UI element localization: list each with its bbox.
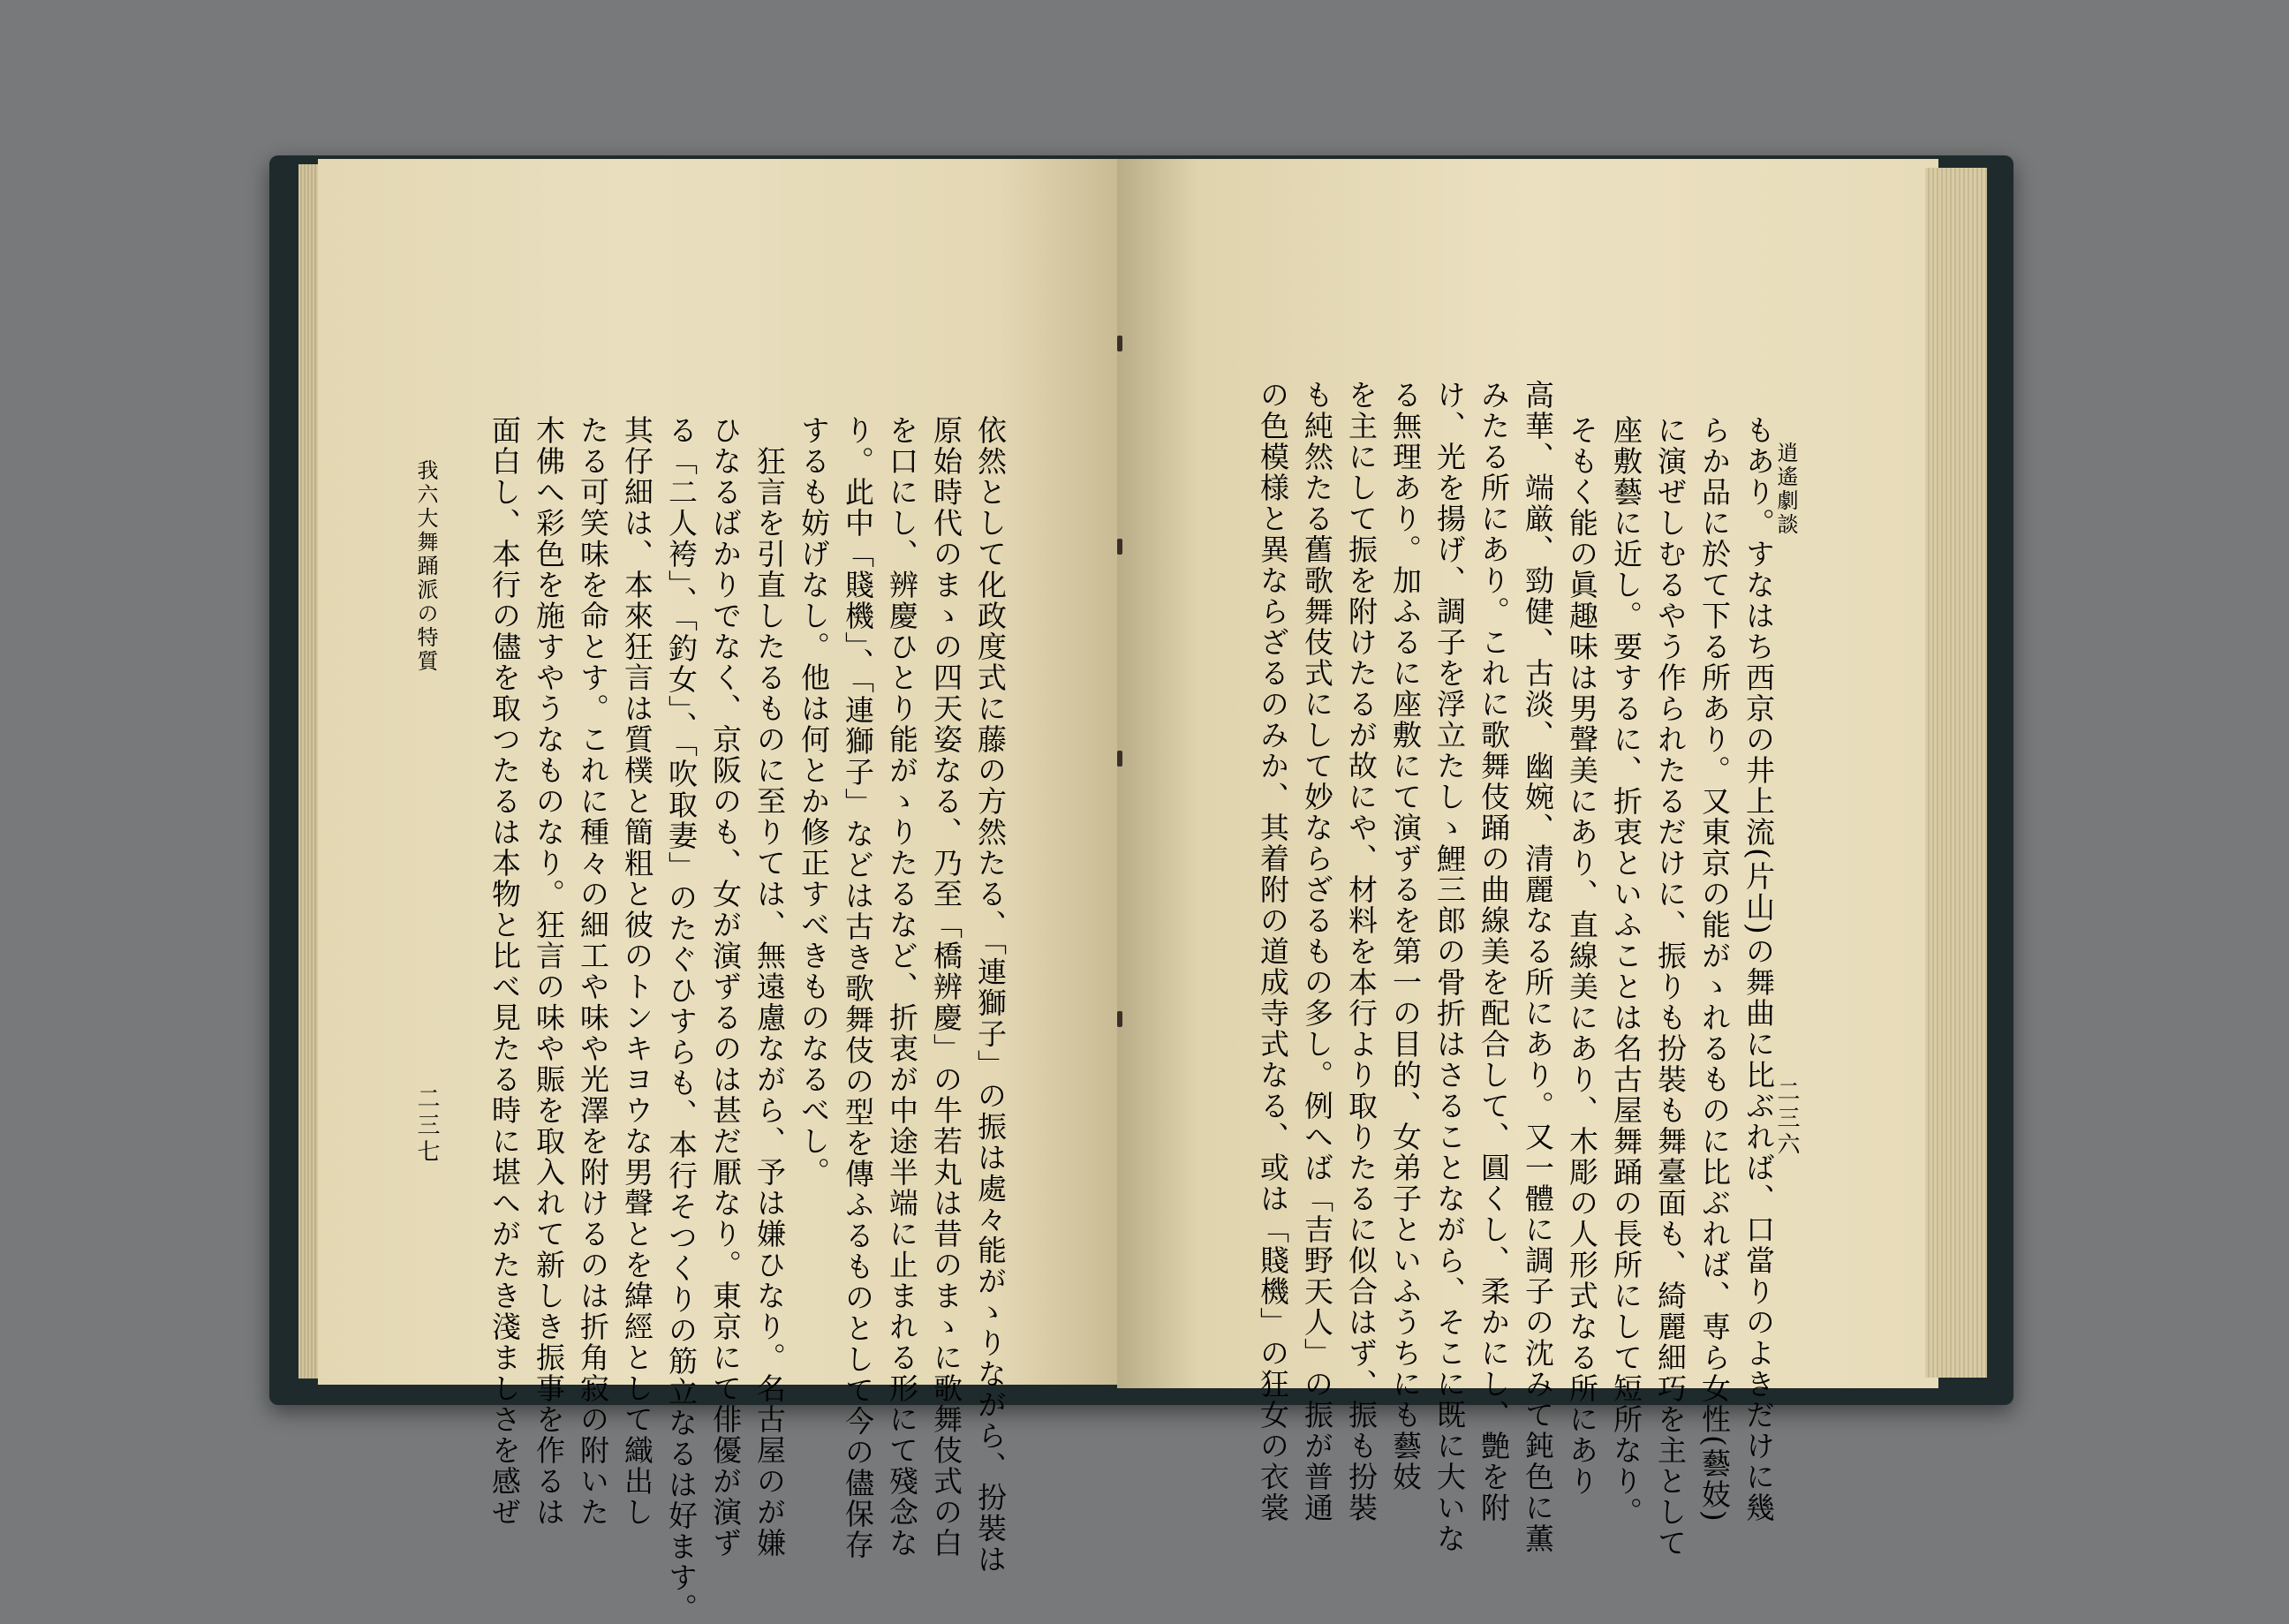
text-line: 座敷藝に近し。要するに、折衷といふことは名古屋舞踊の長所にして短所なり。 <box>1609 415 1643 1528</box>
text-line: たる可笑味を命とす。これに種々の細工や味や光澤を附けるのは折角寂の附いた <box>576 415 610 1528</box>
text-line: も純然たる舊歌舞伎式にして妙ならざるもの多し。例へば「吉野天人」の振が普通 <box>1300 380 1334 1523</box>
binding-stitch <box>1117 751 1122 767</box>
text-line: 原始時代のまゝの四天姿なる、乃至「橋辨慶」の牛若丸は昔のまゝに歌舞伎式の白 <box>929 415 963 1559</box>
text-line: る「二人袴」、「釣女」、「吹取妻」のたぐひすらも、本行そつくりの筋立なるは好ます。 <box>664 415 699 1624</box>
text-line: ひなるばかりでなく、京阪のも、女が演ずるのは甚だ厭なり。東京にて俳優が演ず <box>708 415 743 1559</box>
text-line: を主にして振を附けたるが故にや、材料を本行より取りたるに似合はず、振も扮裝 <box>1344 380 1379 1523</box>
text-line: り。此中「賤機」、「連獅子」などは古き歌舞伎の型を傳ふるものとして今の儘保存 <box>841 415 875 1560</box>
page-number-left: 二三七 <box>413 1086 440 1166</box>
text-line: 其仔細は、本來狂言は質樸と簡粗と彼のトンキヨウな男聲とを緯經として織出し <box>620 415 654 1528</box>
text-line: 狂言を引直したるものに至りては、無遠慮ながら、予は嫌ひなり。名古屋のが嫌 <box>752 446 787 1559</box>
page-number-right: 二三六 <box>1773 1079 1800 1159</box>
text-line: らか品に於て下る所あり。又東京の能がゝれるものに比ぶれば、専ら女性(藝妓) <box>1697 415 1732 1523</box>
running-head: 逍遙劇談 <box>1773 442 1798 537</box>
text-line: そもく能の眞趣味は男聲美にあり、直線美にあり、木彫の人形式なる所にあり <box>1565 415 1599 1497</box>
right-page-edges <box>1925 168 1987 1378</box>
section-title: 我六大舞踊派の特質 <box>413 459 438 674</box>
text-line: け、光を揚げ、調子を浮立たしゝ鯉三郎の骨折はさることながら、そこに既に大いな <box>1432 380 1467 1554</box>
text-line: に演ぜしむるやう作られたるだけに、振りも扮裝も舞臺面も、綺麗細巧を主として <box>1653 415 1688 1559</box>
binding-stitch <box>1117 1011 1122 1027</box>
text-line: もあり。すなはち西京の井上流(片山)の舞曲に比ぶれば、口當りのよきだけに幾 <box>1741 415 1776 1523</box>
text-line: の色模様と異ならざるのみか、其着附の道成寺式なる、或は「賤機」の狂女の衣裳 <box>1256 380 1290 1523</box>
text-line: る無理あり。加ふるに座敷にて演ずるを第一の目的、女弟子といふうちにも藝妓 <box>1388 380 1423 1492</box>
text-line: 高華、端厳、勁健、古淡、幽婉、清麗なる所にあり。又一體に調子の沈みて鈍色に薫 <box>1521 380 1555 1554</box>
binding-stitch <box>1117 336 1122 351</box>
text-line: みたる所にあり。これに歌舞伎踊の曲線美を配合して、圓くし、柔かにし、艶を附 <box>1477 380 1511 1523</box>
text-line: 面白し、本行の儘を取つたるは本物と比べ見たる時に堪へがたき淺ましさを感ぜ <box>487 415 522 1528</box>
text-line: 木佛へ彩色を施すやうなものなり。狂言の味や賑を取入れて新しき振事を作るは <box>532 415 566 1528</box>
text-line: を口にし、辨慶ひとり能がゝりたるなど、折衷が中途半端に止まれる形にて殘念な <box>885 415 919 1559</box>
text-line: するも妨げなし。他は何とか修正すべきものなるべし。 <box>797 415 831 1188</box>
binding-stitch <box>1117 539 1122 555</box>
text-line: 依然として化政度式に藤の方然たる、「連獅子」の振は處々能がゝりながら、扮裝は <box>973 415 1008 1575</box>
left-page-edges <box>298 164 320 1379</box>
